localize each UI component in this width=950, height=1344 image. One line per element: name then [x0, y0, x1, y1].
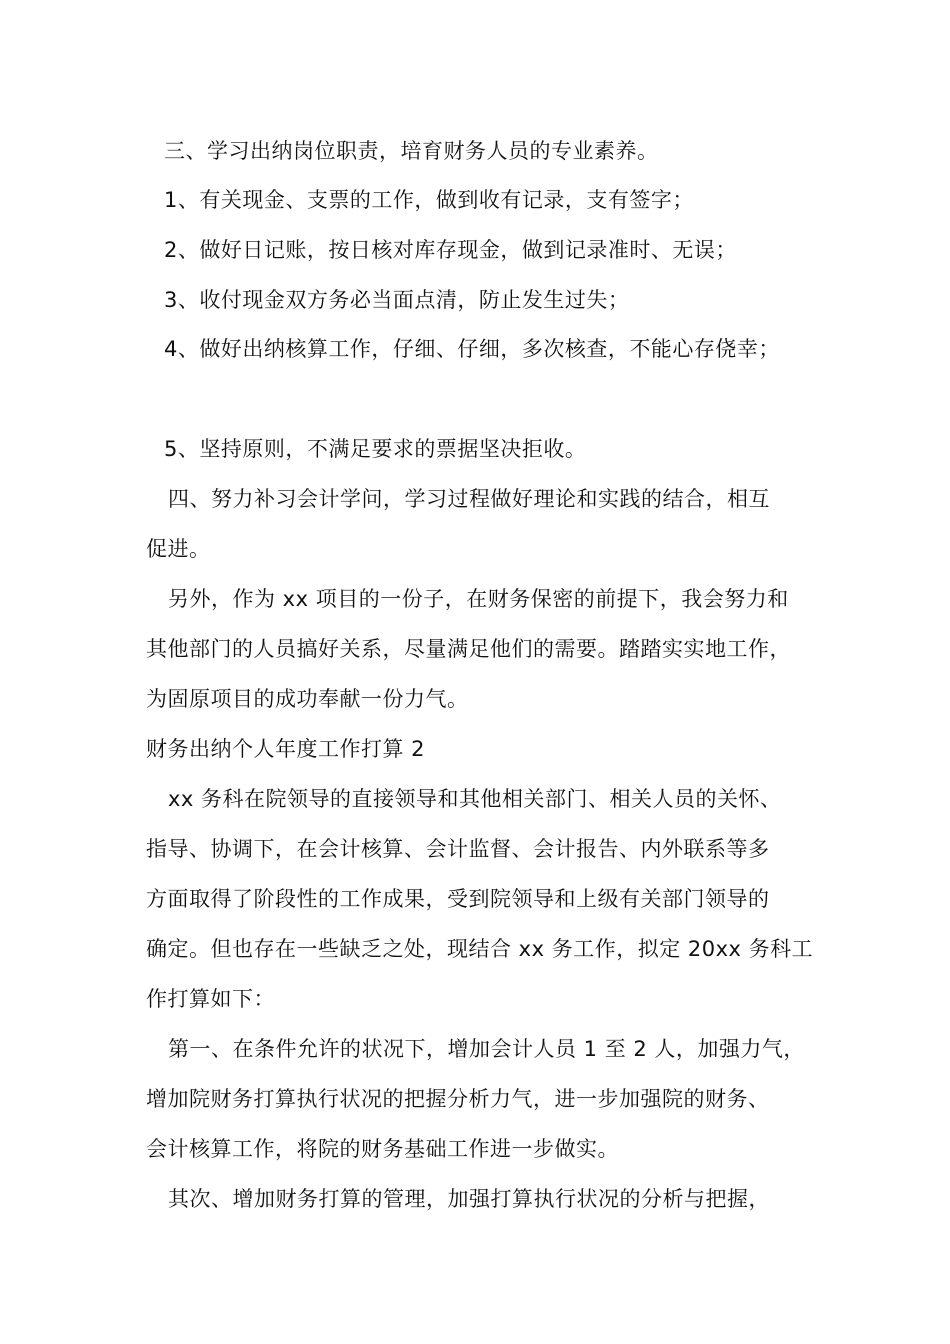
paragraph-line: 指导、协调下，在会计核算、会计监督、会计报告、内外联系等多 — [146, 837, 770, 861]
paragraph-line: 作打算如下： — [146, 987, 275, 1011]
plan-2-title: 财务出纳个人年度工作打算 2 — [146, 737, 426, 761]
paragraph-line: 第一、在条件允许的状况下，增加会计人员 1 至 2 人，加强力气， — [168, 1037, 805, 1061]
paragraph-line: xx 务科在院领导的直接领导和其他相关部门、相关人员的关怀、 — [168, 787, 782, 811]
paragraph-line: 增加院财务打算执行状况的把握分析力气，进一步加强院的财务、 — [146, 1087, 770, 1111]
paragraph-line: 其他部门的人员搞好关系，尽量满足他们的需要。踏踏实实地工作， — [146, 637, 791, 661]
list-item: 1、有关现金、支票的工作，做到收有记录，支有签字； — [164, 188, 694, 212]
list-item: 5、坚持原则，不满足要求的票据坚决拒收。 — [164, 437, 587, 461]
paragraph-line: 确定。但也存在一些缺乏之处，现结合 xx 务工作，拟定 20xx 务科工 — [146, 937, 814, 961]
section-4-line: 四、努力补习会计学问，学习过程做好理论和实践的结合，相互 — [168, 487, 770, 511]
list-item: 4、做好出纳核算工作，仔细、仔细，多次核查，不能心存侥幸； — [164, 337, 780, 361]
paragraph-line: 为固原项目的成功奉献一份力气。 — [146, 687, 469, 711]
section-4-line: 促进。 — [146, 537, 211, 561]
paragraph-line: 其次、增加财务打算的管理，加强打算执行状况的分析与把握， — [168, 1187, 770, 1211]
section-3-heading: 三、学习出纳岗位职责，培育财务人员的专业素养。 — [164, 139, 659, 163]
paragraph-line: 会计核算工作，将院的财务基础工作进一步做实。 — [146, 1137, 619, 1161]
list-item: 2、做好日记账，按日核对库存现金，做到记录准时、无误； — [164, 238, 737, 262]
paragraph-line: 方面取得了阶段性的工作成果，受到院领导和上级有关部门领导的 — [146, 887, 770, 911]
paragraph-line: 另外，作为 xx 项目的一份子，在财务保密的前提下，我会努力和 — [168, 587, 789, 611]
list-item: 3、收付现金双方务必当面点清，防止发生过失； — [164, 288, 630, 312]
